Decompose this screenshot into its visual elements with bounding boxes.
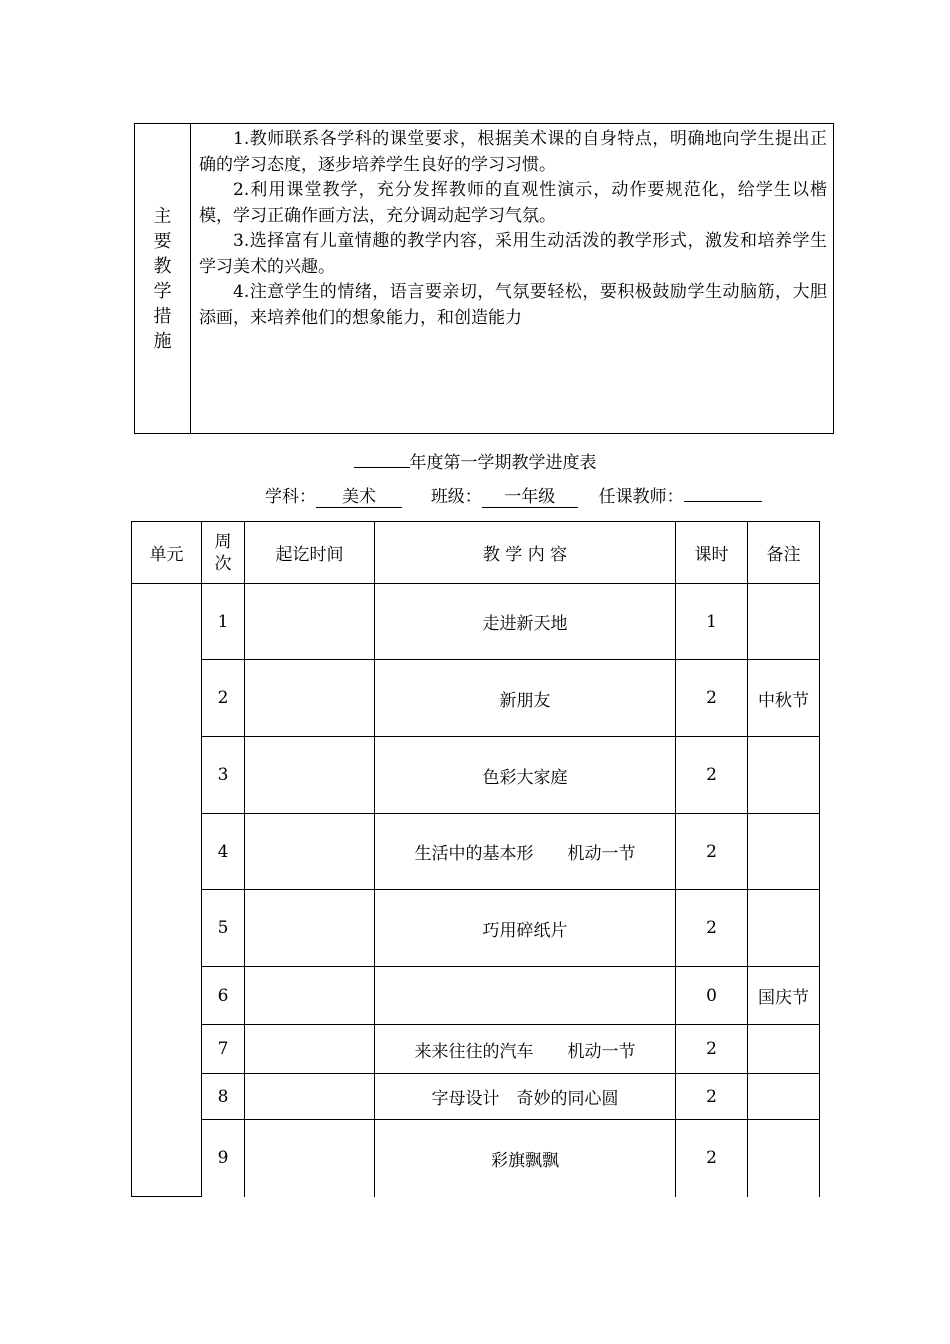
dates-cell [245, 1074, 375, 1120]
measures-label-char: 施 [153, 330, 172, 352]
schedule-table [131, 521, 820, 1197]
week-cell: 2 [202, 660, 245, 737]
content-cell: 来来往往的汽车 机动一节 [375, 1025, 676, 1074]
subject-label: 学科： [265, 487, 316, 507]
content-cell: 新朋友 [375, 660, 676, 737]
table-row [132, 967, 820, 1025]
measures-label-char: 要 [153, 230, 172, 252]
week-cell: 3 [202, 737, 245, 814]
hours-cell: 2 [676, 660, 748, 737]
schedule-title [0, 450, 950, 474]
measure-paragraph: 4.注意学生的情绪，语言要亲切，气氛要轻松，要积极鼓励学生动脑筋，大胆添画，来培养他们的想象能力，和创造能力 [199, 282, 827, 328]
header-notes: 备注 [748, 522, 820, 584]
content-cell [375, 967, 676, 1025]
hours-cell: 2 [676, 1120, 748, 1197]
measures-label-char: 教 [153, 255, 172, 277]
table-row [132, 660, 820, 737]
teacher-label: 任课教师： [598, 487, 684, 507]
note-cell [748, 1120, 820, 1197]
content-cell: 彩旗飘飘 [375, 1120, 676, 1197]
dates-cell [245, 737, 375, 814]
measures-label [135, 124, 191, 433]
dates-cell [245, 1025, 375, 1074]
header-content: 教 学 内 容 [375, 522, 676, 584]
hours-cell: 1 [676, 584, 748, 660]
hours-cell: 2 [676, 1074, 748, 1120]
week-cell: 6 [202, 967, 245, 1025]
table-row [132, 737, 820, 814]
note-cell [748, 584, 820, 660]
content-cell: 字母设计 奇妙的同心圆 [375, 1074, 676, 1120]
dates-cell [245, 890, 375, 967]
hours-cell: 2 [676, 890, 748, 967]
teaching-measures-box [134, 123, 834, 434]
week-cell: 8 [202, 1074, 245, 1120]
table-row [132, 1120, 820, 1197]
measure-paragraph: 3.选择富有儿童情趣的教学内容，采用生动活泼的教学形式，激发和培养学生学习美术的兴趣。 [199, 231, 827, 277]
table-header-row [132, 522, 820, 584]
week-cell: 9 [202, 1120, 245, 1197]
header-week [202, 522, 245, 584]
week-cell: 4 [202, 814, 245, 890]
header-unit: 单元 [132, 522, 202, 584]
hours-cell: 2 [676, 814, 748, 890]
schedule-meta [265, 486, 762, 508]
class-label: 班级： [430, 487, 482, 507]
dates-cell [245, 967, 375, 1025]
header-dates: 起讫时间 [245, 522, 375, 584]
teacher-value [684, 501, 762, 502]
note-cell [748, 890, 820, 967]
measure-paragraph: 2.利用课堂教学，充分发挥教师的直观性演示，动作要规范化，给学生以楷模，学习正确作画方法，充分调动起学习气氛。 [199, 180, 827, 226]
hours-cell: 0 [676, 967, 748, 1025]
note-cell [748, 814, 820, 890]
class-value: 一年级 [482, 487, 578, 508]
measures-label-char: 学 [153, 280, 172, 302]
measures-body [191, 124, 833, 433]
measure-paragraph: 1.教师联系各学科的课堂要求，根据美术课的自身特点，明确地向学生提出正确的学习态度，逐步培养学生良好的学习习惯。 [199, 129, 827, 175]
note-cell [748, 1074, 820, 1120]
content-cell: 巧用碎纸片 [375, 890, 676, 967]
hours-cell: 2 [676, 737, 748, 814]
measures-label-char: 主 [153, 205, 172, 227]
dates-cell [245, 660, 375, 737]
header-hours: 课时 [676, 522, 748, 584]
content-cell: 色彩大家庭 [375, 737, 676, 814]
table-row [132, 584, 820, 660]
note-cell [748, 1025, 820, 1074]
table-row [132, 890, 820, 967]
measures-label-char: 措 [153, 305, 172, 327]
content-cell: 走进新天地 [375, 584, 676, 660]
schedule-title-text: 年度第一学期教学进度表 [409, 453, 597, 473]
dates-cell [245, 814, 375, 890]
note-cell: 国庆节 [748, 967, 820, 1025]
year-blank [354, 450, 410, 468]
hours-cell: 2 [676, 1025, 748, 1074]
week-cell: 1 [202, 584, 245, 660]
note-cell [748, 737, 820, 814]
table-row [132, 1074, 820, 1120]
table-row [132, 1025, 820, 1074]
dates-cell [245, 1120, 375, 1197]
subject-value: 美术 [316, 487, 402, 508]
header-week-line1: 周 [214, 531, 232, 552]
week-cell: 7 [202, 1025, 245, 1074]
dates-cell [245, 584, 375, 660]
unit-cell [132, 584, 202, 1197]
week-cell: 5 [202, 890, 245, 967]
note-cell: 中秋节 [748, 660, 820, 737]
header-week-line2: 次 [214, 553, 232, 574]
table-row [132, 814, 820, 890]
content-cell: 生活中的基本形 机动一节 [375, 814, 676, 890]
